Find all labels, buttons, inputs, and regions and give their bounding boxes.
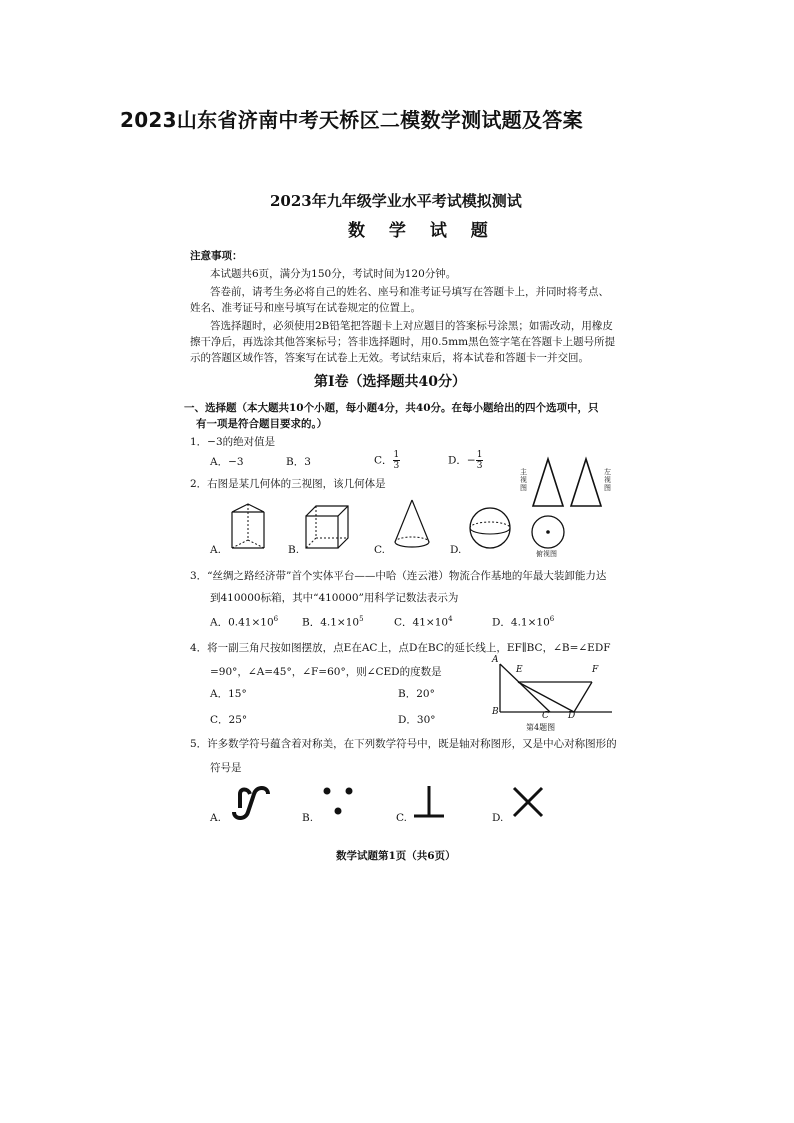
- page-footer: 数学试题第1页（共6页）: [336, 850, 456, 862]
- fraction-numerator: 1: [476, 450, 483, 460]
- q2-option-d: D.: [450, 544, 462, 556]
- notice-label: 注意事项：: [190, 250, 243, 262]
- q4-label-a: A: [492, 655, 499, 665]
- section-heading: 第Ⅰ卷（选择题共40分）: [314, 374, 467, 390]
- q2-front-view-label: 主视图: [520, 468, 527, 492]
- notice-paragraph-1: 本试题共6页，满分为150分，考试时间为120分钟。: [210, 268, 457, 280]
- q3-option-b-base: B．4.1×10: [302, 616, 360, 629]
- exam-title: 2023年九年级学业水平考试模拟测试: [270, 192, 522, 210]
- q2-option-a: A.: [210, 544, 221, 556]
- q3-option-c: [394, 614, 453, 631]
- q1-option-d-fraction: [476, 450, 484, 471]
- q5-stem-line-1: 5．许多数学符号蕴含着对称美，在下列数学符号中，既是轴对称图形，又是中心对称图形的: [190, 738, 617, 750]
- q3-option-c-exponent: 4: [448, 615, 453, 623]
- q4-label-e: E: [516, 665, 523, 675]
- q2-option-a-prism: [228, 502, 268, 552]
- part1-instructions-1: 一、选择题（本大题共10个小题，每小题4分，共40分。在每小题给出的四个选项中，只: [184, 402, 599, 414]
- notice-paragraph-3b: 擦干净后，再选涂其他答案标号；答非选择题时，用0.5mm黑色签字笔在答题卡上题号所提: [190, 336, 616, 348]
- q4-option-d: D．30°: [398, 714, 436, 726]
- q5-option-a: A.: [210, 812, 221, 824]
- q3-option-c-base: C．41×10: [394, 616, 449, 629]
- page-title: 2023山东省济南中考天桥区二模数学测试题及答案: [120, 108, 583, 132]
- q2-stem: 2．右图是某几何体的三视图，该几何体是: [190, 478, 386, 490]
- q4-figure-caption: 第4题图: [526, 723, 556, 732]
- q4-label-f: F: [592, 665, 599, 675]
- q2-left-view-label: 左视图: [604, 468, 611, 492]
- q3-option-d-exponent: 6: [549, 615, 555, 623]
- q3-option-d: [492, 614, 554, 631]
- q1-option-a: A．−3: [210, 456, 244, 468]
- q4-label-d: D: [568, 711, 576, 721]
- q5-stem-line-2: 符号是: [210, 762, 242, 774]
- q3-option-a: [210, 614, 278, 631]
- q1-stem: 1．−3的绝对值是: [190, 436, 276, 448]
- part1-instructions-2: 有一项是符合题目要求的。）: [196, 418, 328, 430]
- subject-title: 数 学 试 题: [348, 221, 497, 241]
- q5-option-d: D.: [492, 812, 504, 824]
- fraction-denominator: 3: [393, 461, 400, 471]
- q1-option-c-label: C．: [374, 454, 393, 467]
- q5-option-c-symbol: [412, 784, 446, 820]
- q3-option-d-base: D．4.1×10: [492, 616, 550, 629]
- notice-paragraph-2b: 姓名、准考证号和座号填写在试卷规定的位置上。: [190, 302, 421, 314]
- q4-label-c: C: [542, 711, 549, 721]
- q1-option-d: [448, 450, 483, 471]
- q5-option-b: B.: [302, 812, 314, 824]
- q5-option-c: C.: [396, 812, 407, 824]
- q2-left-view-triangle: [570, 458, 602, 508]
- q4-option-a: A．15°: [210, 688, 247, 700]
- notice-paragraph-2a: 答卷前，请考生务必将自己的姓名、座号和准考证号填写在答题卡上，并同时将考点、: [210, 286, 609, 298]
- fraction-denominator: 3: [476, 461, 483, 471]
- q5-option-b-symbol: [320, 786, 356, 816]
- q3-option-b-exponent: 5: [359, 615, 364, 623]
- q3-stem-line-1: 3．“丝绸之路经济带”首个实体平台——中哈（连云港）物流合作基地的年最大装卸能力达: [190, 570, 607, 582]
- q2-top-view-circle: [530, 514, 566, 550]
- q2-option-d-sphere: [468, 506, 512, 550]
- q4-label-b: B: [492, 707, 499, 717]
- q4-option-b: B．20°: [398, 688, 435, 700]
- q3-option-a-exponent: 6: [273, 615, 279, 623]
- q4-option-c: C．25°: [210, 714, 248, 726]
- q5-option-d-symbol: [510, 784, 546, 820]
- q4-stem-line-2: =90°，∠A=45°，∠F=60°，则∠CED的度数是: [210, 666, 442, 678]
- q1-option-d-label: D．−: [448, 454, 476, 467]
- q2-top-view-label: 俯视图: [536, 550, 557, 558]
- q3-option-b: [302, 614, 364, 631]
- q2-front-view-triangle: [532, 458, 564, 508]
- q2-option-c: C.: [374, 544, 385, 556]
- q3-stem-line-2: 到410000标箱，其中“410000”用科学记数法表示为: [210, 592, 459, 604]
- q1-option-c-fraction: [393, 450, 401, 471]
- q4-triangle-figure: [494, 660, 620, 724]
- notice-paragraph-3c: 示的答题区域作答，答案写在试卷上无效。考试结束后，将本试卷和答题卡一并交回。: [190, 352, 589, 364]
- q2-option-b: B.: [288, 544, 300, 556]
- fraction-numerator: 1: [393, 450, 400, 460]
- q5-option-a-symbol: [230, 786, 274, 820]
- q3-option-a-base: A．0.41×10: [210, 616, 274, 629]
- exam-page-scan: [186, 180, 620, 870]
- q4-stem-line-1: 4．将一副三角尺按如图摆放，点E在AC上，点D在BC的延长线上，EF∥BC，∠B=∠EDF: [190, 642, 611, 654]
- q1-option-b: B．3: [286, 456, 311, 468]
- notice-paragraph-3a: 答选择题时，必须使用2B铅笔把答题卡上对应题目的答案标号涂黑；如需改动，用橡皮: [210, 320, 613, 332]
- q2-option-c-cone: [392, 498, 432, 552]
- q2-option-b-cube: [304, 504, 350, 550]
- q1-option-c: [374, 450, 400, 471]
